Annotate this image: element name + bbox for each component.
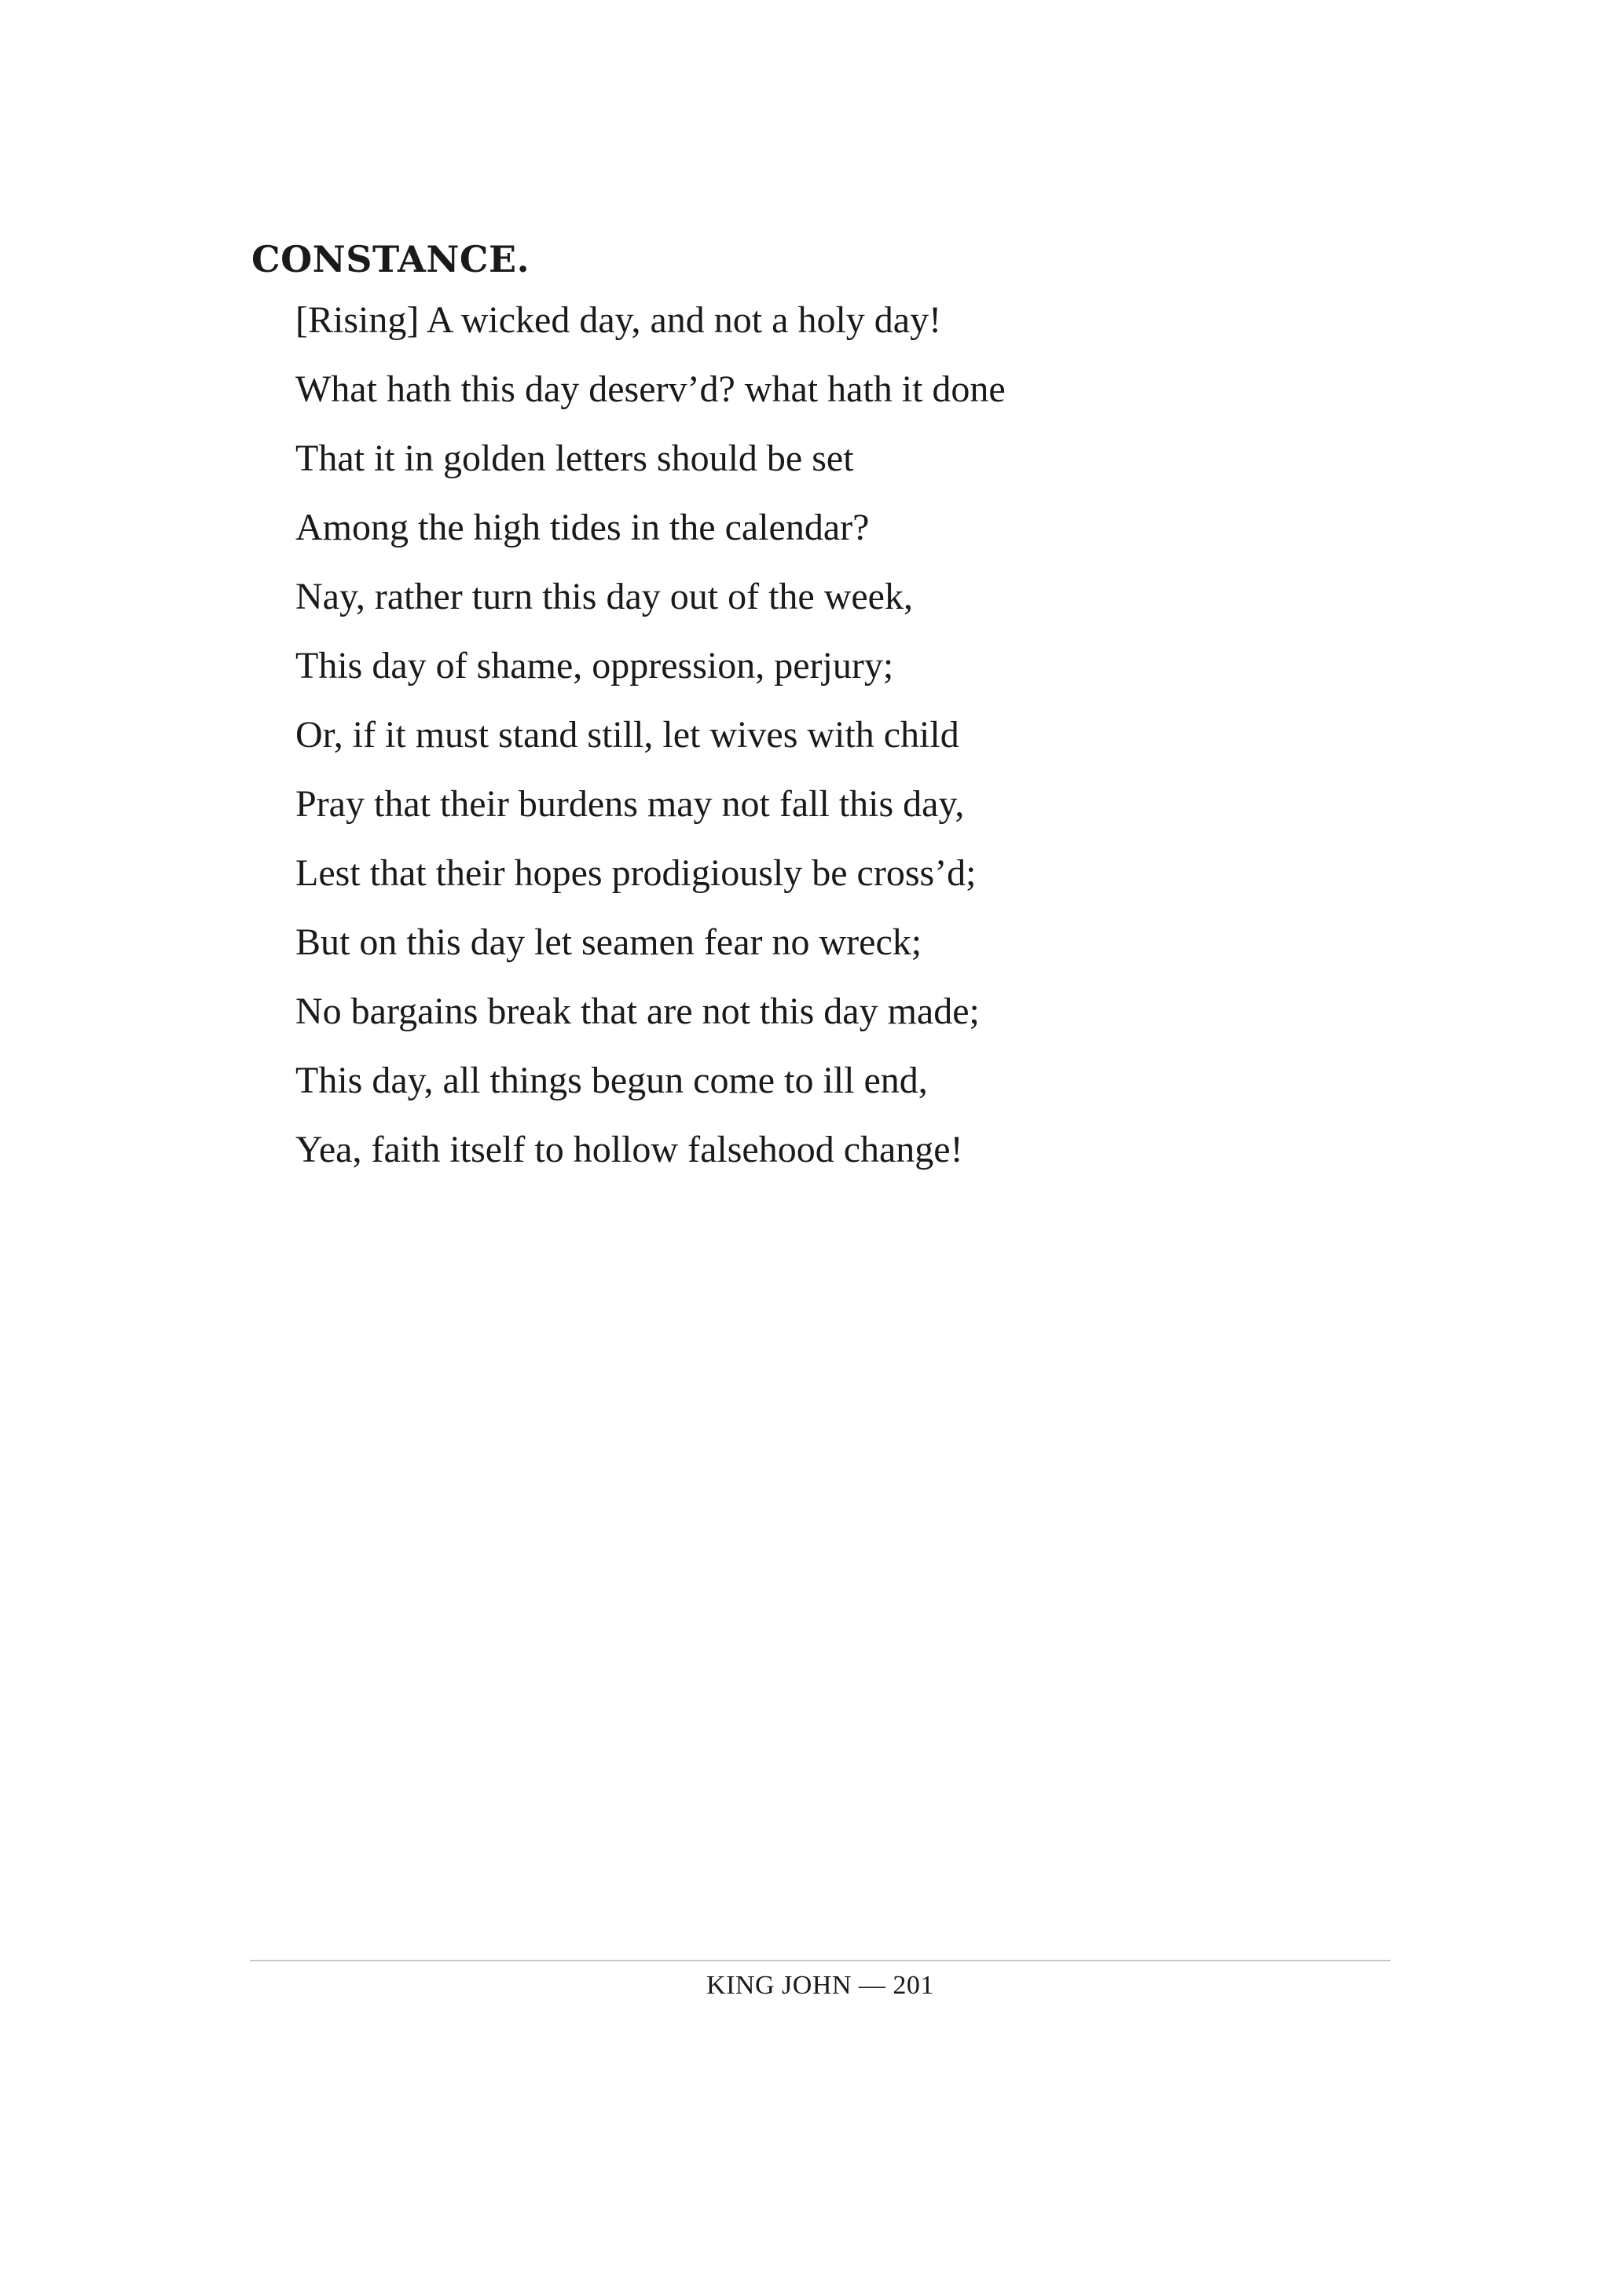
speaker-name: CONSTANCE. (251, 238, 530, 280)
verse-line: [Rising] A wicked day, and not a holy day! (295, 299, 942, 341)
verse-line: That it in golden letters should be set (295, 438, 854, 479)
running-footer: KING JOHN — 201 (706, 1971, 934, 2000)
verse-line: Pray that their burdens may not fall this day, (295, 783, 965, 825)
verse-line: This day of shame, oppression, perjury; (295, 645, 894, 687)
speech-block (251, 236, 1399, 1197)
verse-line: This day, all things begun come to ill end, (295, 1060, 928, 1101)
verse-line: Or, if it must stand still, let wives with child (295, 714, 959, 756)
verse-line: No bargains break that are not this day made; (295, 991, 980, 1032)
footer-divider (250, 1960, 1391, 1961)
verse-line: Nay, rather turn this day out of the week, (295, 576, 913, 617)
verse-line: But on this day let seamen fear no wreck; (295, 921, 922, 963)
verse-line: Yea, faith itself to hollow falsehood change! (295, 1129, 963, 1170)
verse-line: What hath this day deserv’d? what hath it done (295, 368, 1006, 410)
verse-line: Among the high tides in the calendar? (295, 507, 870, 548)
verse-lines (295, 298, 1399, 1197)
verse-line: Lest that their hopes prodigiously be cross’d; (295, 852, 977, 894)
